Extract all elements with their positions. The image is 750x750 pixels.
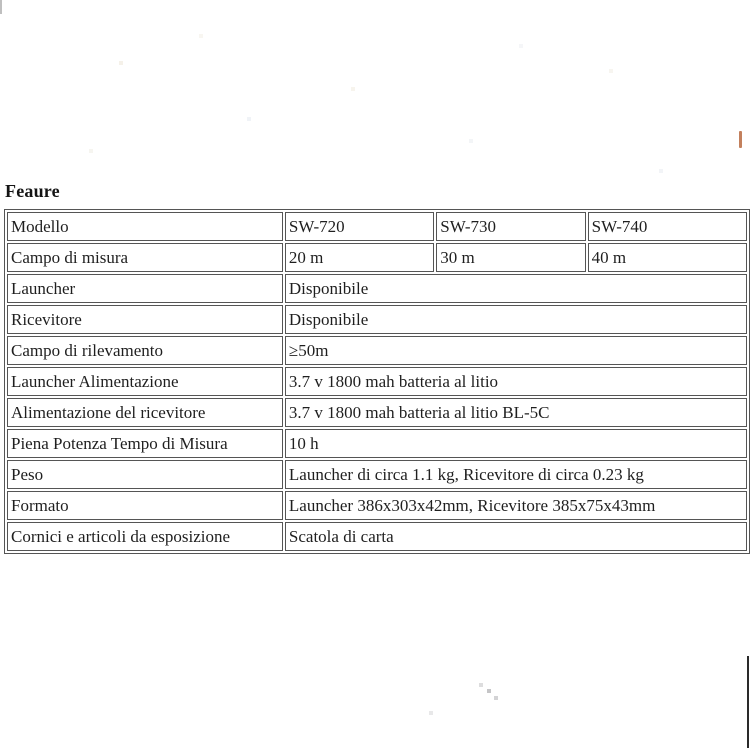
spec-label-peso: Peso: [7, 460, 283, 489]
page-title: Feaure: [5, 181, 60, 201]
spec-value-formato: Launcher 386x303x42mm, Ricevitore 385x75x43mm: [285, 491, 747, 520]
table-row-launcher: [7, 274, 747, 303]
spec-value-launcher-alimentazione: 3.7 v 1800 mah batteria al litio: [285, 367, 747, 396]
spec-value-launcher: Disponibile: [285, 274, 747, 303]
scan-artifact-top-left-edge: [0, 0, 2, 14]
table-row-cornici: [7, 522, 747, 551]
scan-artifact-orange-dash: [739, 131, 742, 148]
spec-label-campo-di-misura: Campo di misura: [7, 243, 283, 272]
spec-value-campo-3: 40 m: [588, 243, 747, 272]
spec-label-ricevitore: Ricevitore: [7, 305, 283, 334]
spec-value-campo-2: 30 m: [436, 243, 585, 272]
scan-artifact-right-edge-line: [747, 656, 749, 748]
spec-label-modello: Modello: [7, 212, 283, 241]
table-row-campo-di-misura: [7, 243, 747, 272]
table-row-formato: [7, 491, 747, 520]
spec-value-cornici: Scatola di carta: [285, 522, 747, 551]
spec-table: [4, 209, 750, 554]
spec-label-cornici: Cornici e articoli da esposizione: [7, 522, 283, 551]
table-row-modello: [7, 212, 747, 241]
table-row-peso: [7, 460, 747, 489]
spec-label-campo-di-rilevamento: Campo di rilevamento: [7, 336, 283, 365]
spec-value-campo-di-rilevamento: ≥50m: [285, 336, 747, 365]
scan-noise-speckles: [0, 0, 2, 2]
table-row-campo-di-rilevamento: [7, 336, 747, 365]
spec-value-peso: Launcher di circa 1.1 kg, Ricevitore di circa 0.23 kg: [285, 460, 747, 489]
spec-value-piena-potenza: 10 h: [285, 429, 747, 458]
spec-value-modello-2: SW-730: [436, 212, 585, 241]
table-row-ricevitore: [7, 305, 747, 334]
spec-label-formato: Formato: [7, 491, 283, 520]
spec-value-alimentazione-ricevitore: 3.7 v 1800 mah batteria al litio BL-5C: [285, 398, 747, 427]
spec-label-alimentazione-ricevitore: Alimentazione del ricevitore: [7, 398, 283, 427]
table-row-alimentazione-ricevitore: [7, 398, 747, 427]
spec-value-modello-3: SW-740: [588, 212, 747, 241]
spec-label-launcher-alimentazione: Launcher Alimentazione: [7, 367, 283, 396]
table-row-piena-potenza: [7, 429, 747, 458]
spec-value-ricevitore: Disponibile: [285, 305, 747, 334]
spec-value-campo-1: 20 m: [285, 243, 434, 272]
spec-value-modello-1: SW-720: [285, 212, 434, 241]
spec-label-launcher: Launcher: [7, 274, 283, 303]
table-row-launcher-alimentazione: [7, 367, 747, 396]
spec-label-piena-potenza: Piena Potenza Tempo di Misura: [7, 429, 283, 458]
